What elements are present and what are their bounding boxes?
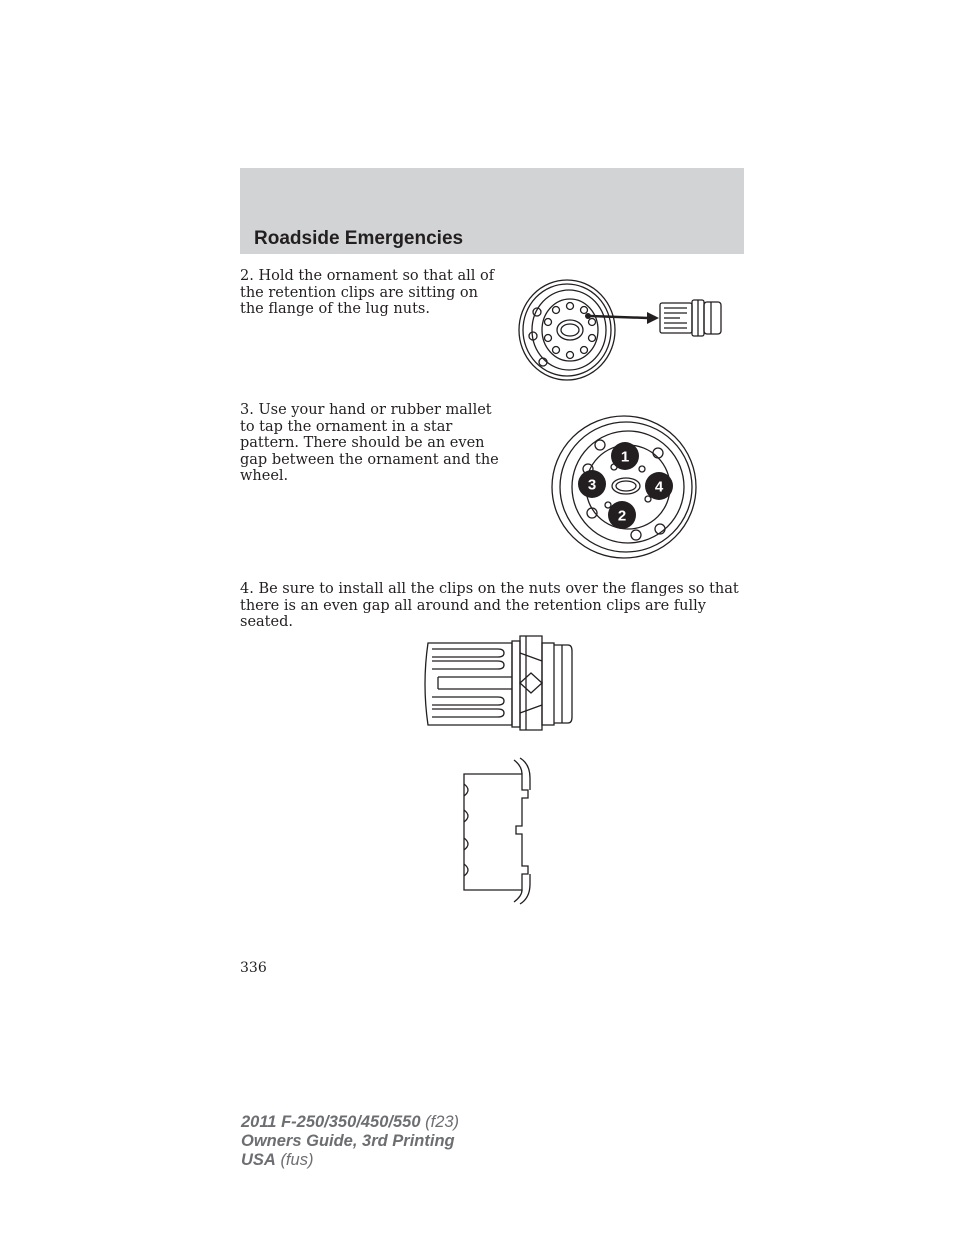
step-3-text: 3. Use your hand or rubber mallet to tap the ornament in a star pattern. There should be an even gap between the ornament and the wheel. xyxy=(240,402,499,485)
retention-clip-section-illustration xyxy=(456,756,538,906)
section-header-band xyxy=(240,168,744,254)
footer-region-code: (fus) xyxy=(280,1151,314,1169)
document-footer xyxy=(241,1113,459,1170)
callout-1: 1 xyxy=(620,448,630,466)
callout-4: 4 xyxy=(654,478,664,496)
step-4-text: 4. Be sure to install all the clips on the nuts over the flanges so that there is an even gap all around and the retention clips are fully seated. xyxy=(240,581,739,631)
wheel-with-ornament-illustration xyxy=(515,278,745,382)
footer-line-3 xyxy=(241,1151,459,1170)
callout-3: 3 xyxy=(587,476,597,494)
footer-model-code: (f23) xyxy=(425,1113,460,1131)
ornament-side-view-illustration xyxy=(418,633,580,733)
section-title: Roadside Emergencies xyxy=(254,228,464,249)
step-2-text: 2. Hold the ornament so that all of the retention clips are sitting on the flange of the lug nuts. xyxy=(240,268,495,318)
footer-line-2 xyxy=(241,1132,459,1151)
page-number: 336 xyxy=(240,960,267,976)
footer-edition: Owners Guide, 3rd Printing xyxy=(241,1132,455,1150)
footer-line-1 xyxy=(241,1113,459,1132)
callout-2: 2 xyxy=(617,507,627,525)
footer-model: 2011 F-250/350/450/550 xyxy=(241,1113,421,1131)
footer-region: USA xyxy=(241,1151,276,1169)
star-pattern-wheel-illustration xyxy=(548,413,704,561)
